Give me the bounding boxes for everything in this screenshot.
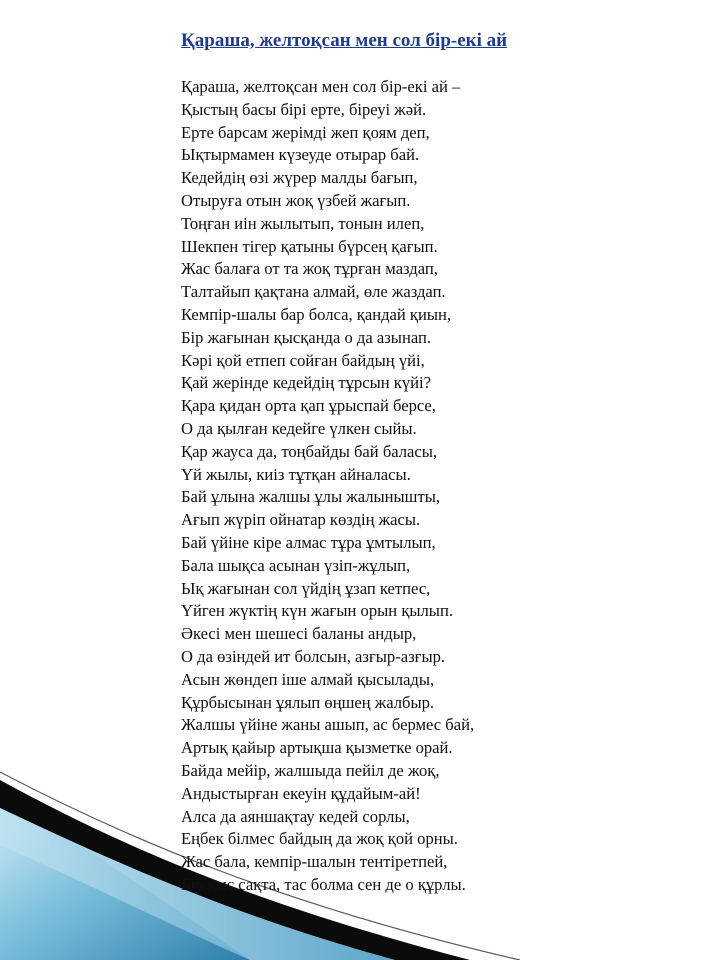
poem-line: Ықтырмамен күзеуде отырар бай.	[181, 145, 420, 165]
poem-line: Бір қыс сақта, тас болма сен де о құрлы.	[181, 874, 466, 894]
poem-line: Ерте барсам жерімді жеп қоям деп,	[181, 122, 430, 142]
poem-line: Байда мейір, жалшыда пейіл де жоқ,	[181, 760, 440, 780]
poem-line: Талтайып қақтана алмай, өле жаздап.	[181, 282, 446, 302]
poem-line: Бай үйіне кіре алмас тұра ұмтылып,	[181, 532, 436, 552]
poem-line: Кедейдің өзі жүрер малды бағып,	[181, 168, 418, 188]
poem-line: Ағып жүріп ойнатар көздің жасы.	[181, 510, 421, 530]
poem-line: Қар жауса да, тоңбайды бай баласы,	[181, 441, 438, 461]
poem-line: Кәрі қой етпеп сойған байдың үйі,	[181, 350, 425, 370]
poem-line: Кемпір-шалы бар болса, қандай қиын,	[181, 304, 452, 324]
poem-line: Жалшы үйіне жаны ашып, ас бермес бай,	[181, 715, 475, 735]
poem-line: Артық қайыр артықша қызметке орай.	[181, 738, 453, 758]
poem-line: Қараша, желтоқсан мен сол бір-екі ай –	[181, 77, 461, 96]
poem-line: Қыстың басы бірі ерте, біреуі жәй.	[181, 99, 427, 119]
poem-line: Алса да аяншақтау кедей сорлы,	[181, 806, 410, 826]
poem-line: Шекпен тігер қатыны бүрсең қағып.	[181, 236, 438, 256]
poem-line: Үйген жүктің күн жағын орын қылып.	[181, 601, 453, 621]
poem-line: О да өзіндей ит болсын, азғыр-азғыр.	[181, 646, 446, 666]
poem-line: Отыруға отын жоқ үзбей жағып.	[181, 190, 411, 210]
poem-line: Асын жөндеп іше алмай қысылады,	[181, 669, 435, 689]
poem-line: Бір жағынан қысқанда о да азынап.	[181, 327, 432, 347]
poem-line: Тоңған иін жылытып, тонын илеп,	[181, 213, 425, 233]
poem-line: Андыстырған екеуін құдайым-ай!	[181, 783, 421, 803]
poem-line: Қара қидан орта қап ұрыспай берсе,	[181, 396, 436, 416]
poem-line: Қай жерінде кедейдің тұрсын күйі?	[181, 373, 431, 393]
poem-line: Жас балаға от та жоқ тұрған маздап,	[181, 259, 438, 279]
poem-line: Жас бала, кемпір-шалын тентіретпей,	[181, 852, 448, 872]
poem-title: Қараша, желтоқсан мен сол бір-екі ай	[181, 30, 508, 51]
poem-line: Бала шықса асынан үзіп-жұлып,	[181, 555, 411, 575]
poem-body	[181, 76, 474, 897]
poem-line: Әкесі мен шешесі баланы андыр,	[181, 624, 417, 644]
poem-line: Ық жағынан сол үйдің ұзап кетпес,	[181, 578, 431, 598]
poem-line: Бай ұлына жалшы ұлы жалынышты,	[181, 487, 441, 507]
poem-line: Еңбек білмес байдың да жоқ қой орны.	[181, 829, 458, 849]
poem-line: Үй жылы, киіз тұтқан айналасы.	[181, 464, 411, 484]
poem-line: Құрбысынан ұялып өңшең жалбыр.	[181, 692, 435, 712]
poem-line: О да қылған кедейге үлкен сыйы.	[181, 418, 417, 438]
